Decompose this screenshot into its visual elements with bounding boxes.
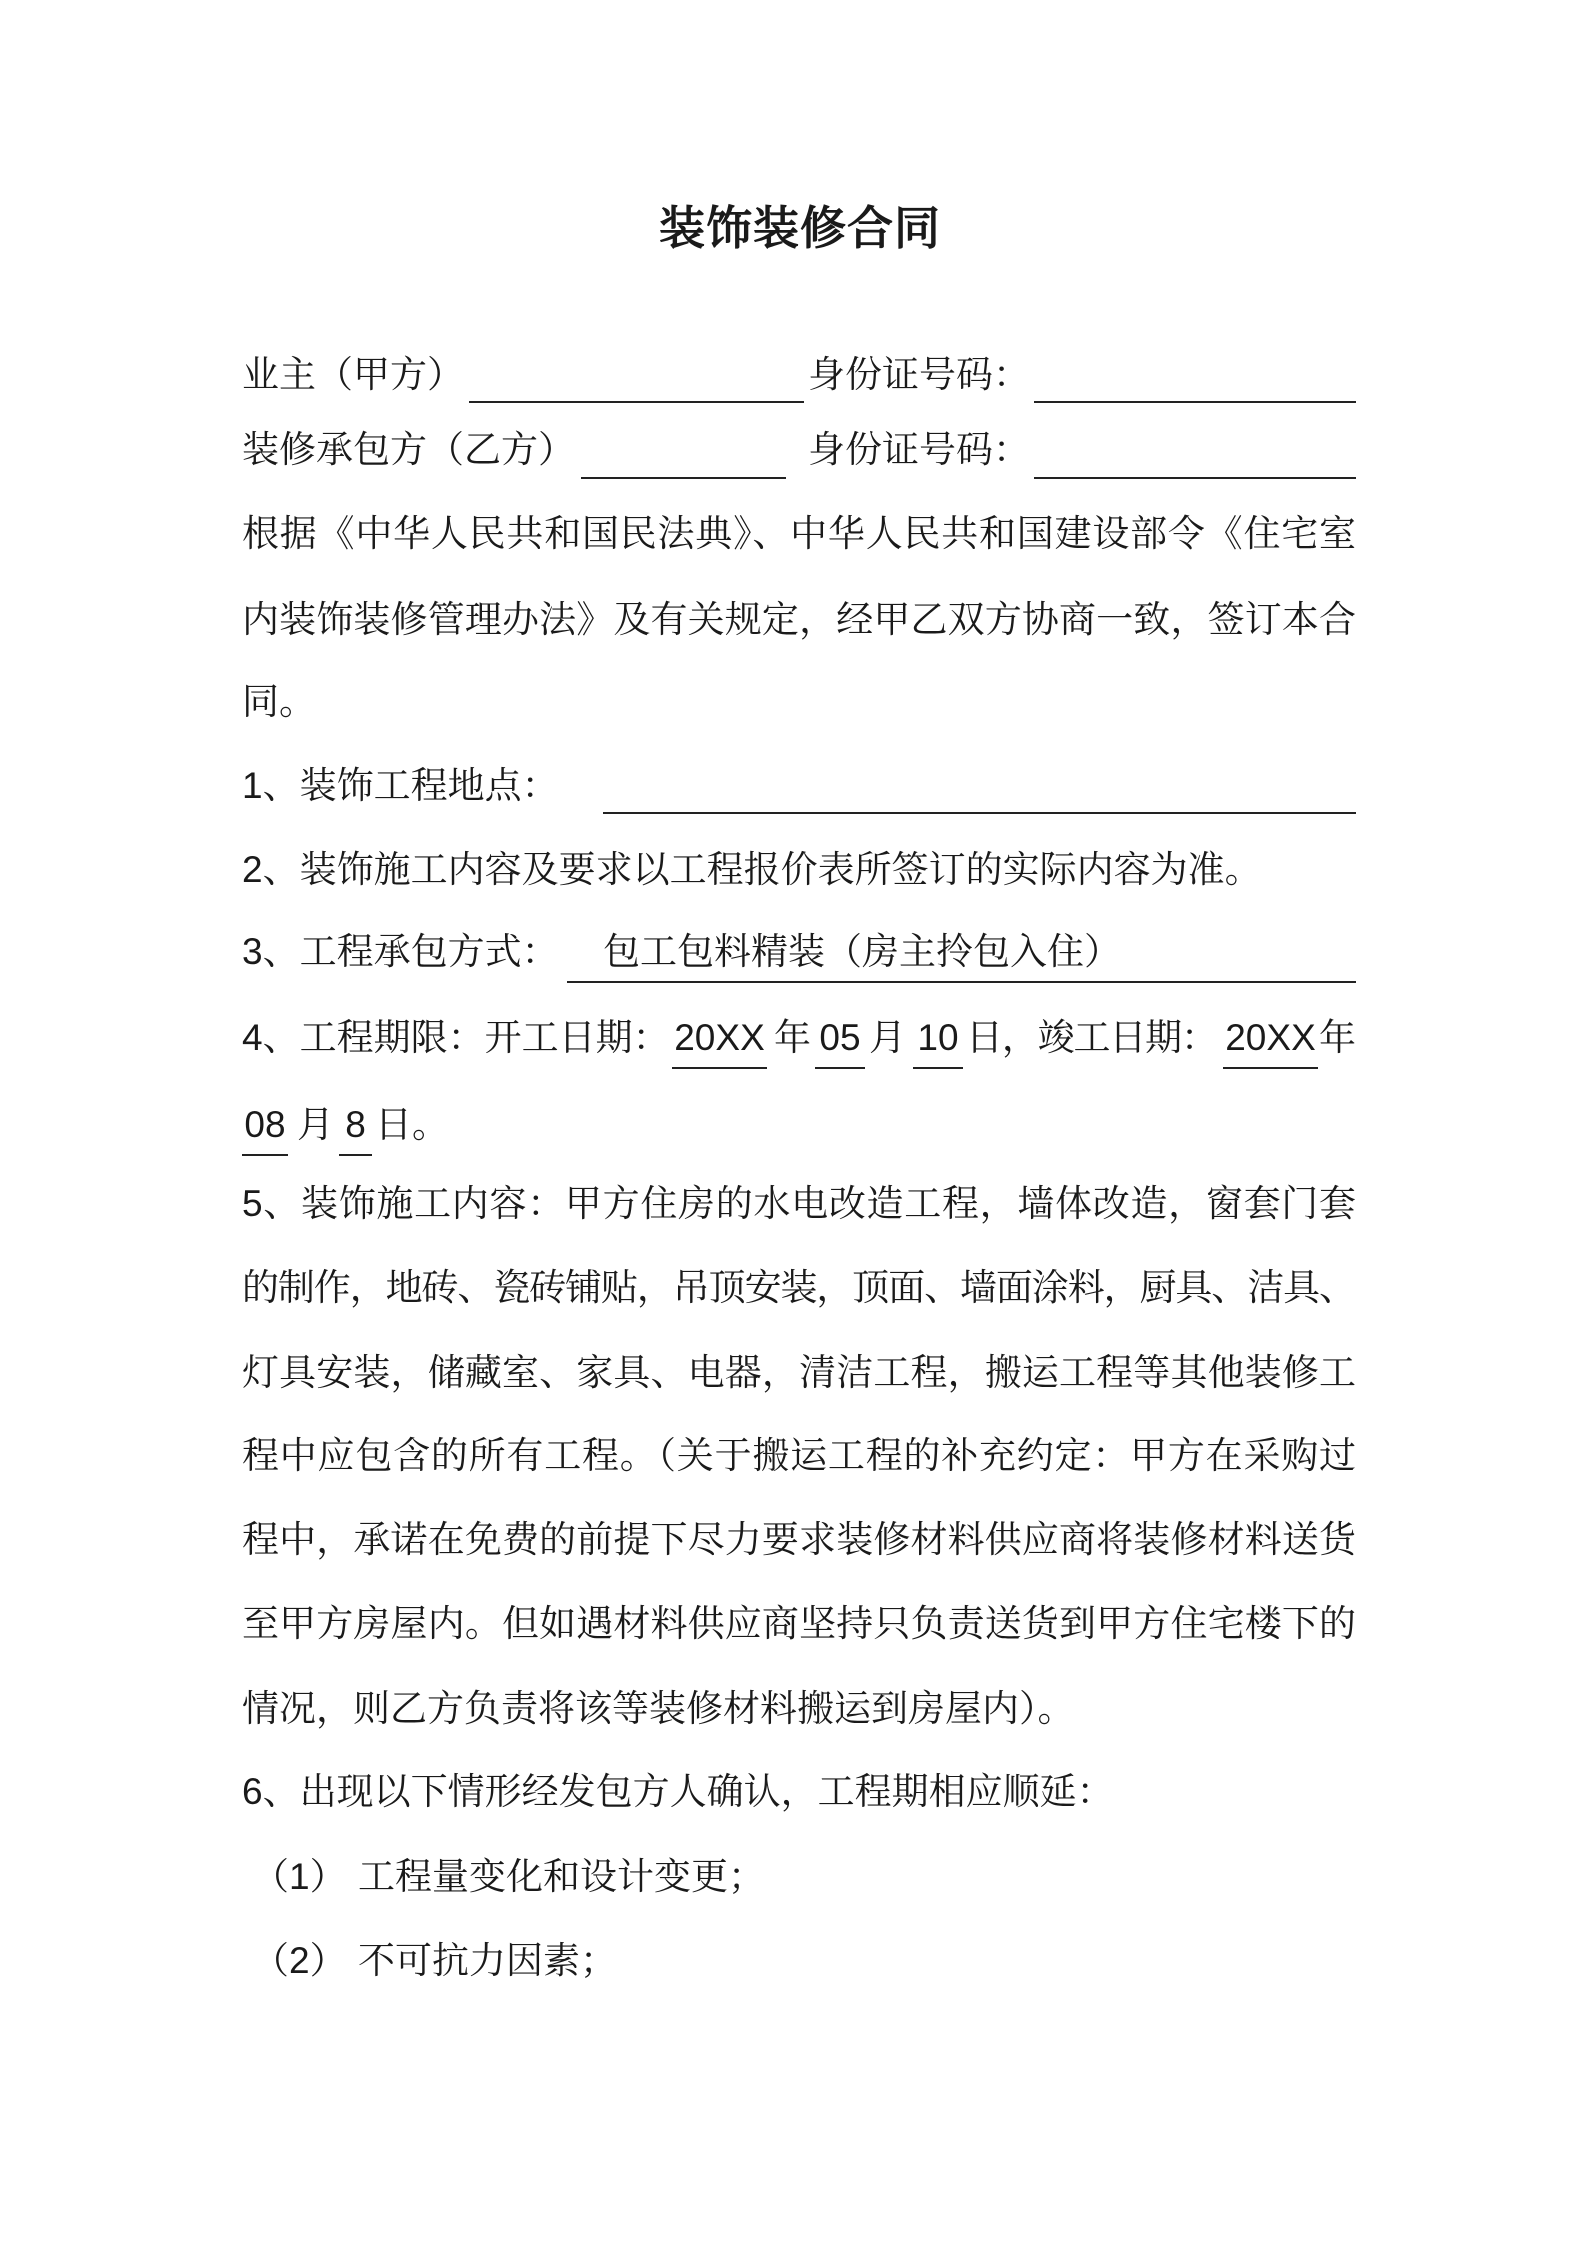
- item2-text: 2、装饰施工内容及要求以工程报价表所签订的实际内容为准。: [242, 849, 1262, 890]
- item4-end-day: 8: [339, 1097, 372, 1156]
- preamble-line: 同。: [242, 681, 316, 722]
- item4-start-year-unit: 年: [774, 1017, 811, 1058]
- item4-start-month-unit: 月: [869, 1017, 906, 1058]
- item6-subitem-text: 工程量变化和设计变更；: [358, 1856, 765, 1897]
- item4-end-month: 08: [242, 1097, 288, 1156]
- party-a-id-blank: [1034, 401, 1356, 403]
- document-title: 装饰装修合同: [659, 202, 941, 254]
- item4-middle: 日，竣工日期：: [966, 1017, 1217, 1058]
- party-b-id-blank: [1034, 477, 1356, 479]
- item6-subitem-number: （1）: [252, 1856, 347, 1897]
- item1-label: 1、装饰工程地点：: [242, 765, 559, 806]
- item4-end-year-unit: 年: [1319, 1017, 1356, 1058]
- item5-line: 程中，承诺在免费的前提下尽力要求装修材料供应商将装修材料送货: [242, 1519, 1357, 1560]
- item6-text: 6、出现以下情形经发包方人确认，工程期相应顺延：: [242, 1771, 1114, 1812]
- item4-end-month-unit: 月: [297, 1104, 334, 1145]
- item5-line: 的制作，地砖、瓷砖铺贴，吊顶安装，顶面、墙面涂料，厨具、洁具、: [242, 1267, 1355, 1308]
- item5-line: 5、装饰施工内容：甲方住房的水电改造工程，墙体改造，窗套门套: [242, 1183, 1357, 1224]
- item5-line: 至甲方房屋内。但如遇材料供应商坚持只负责送货到甲方住宅楼下的: [242, 1603, 1357, 1644]
- item5-line: 程中应包含的所有工程。（关于搬运工程的补充约定：甲方在采购过: [242, 1435, 1357, 1476]
- party-a-id-label: 身份证号码：: [808, 354, 1030, 395]
- party-a-label: 业主（甲方）: [242, 354, 464, 395]
- party-b-id-label: 身份证号码：: [808, 429, 1030, 470]
- item5-line: 灯具安装，储藏室、家具、电器，清洁工程，搬运工程等其他装修工: [242, 1352, 1357, 1393]
- item4-start-month: 05: [815, 1010, 865, 1069]
- item4-start-year: 20XX: [672, 1010, 767, 1069]
- item3-label: 3、工程承包方式：: [242, 931, 559, 972]
- party-b-label: 装修承包方（乙方）: [242, 429, 575, 470]
- item6-subitem-text: 不可抗力因素；: [358, 1940, 617, 1981]
- party-a-name-blank: [469, 401, 804, 403]
- item6-subitem-number: （2）: [252, 1940, 347, 1981]
- item3-value: 包工包料精装（房主拎包入住）: [603, 931, 1121, 972]
- party-b-name-blank: [581, 477, 786, 479]
- item4-start-day: 10: [913, 1010, 963, 1069]
- item5-line: 情况，则乙方负责将该等装修材料搬运到房屋内）。: [242, 1688, 1075, 1729]
- item4-end-suffix: 日。: [375, 1104, 449, 1145]
- item1-address-blank: [603, 812, 1356, 814]
- item3-underline: [567, 981, 1356, 983]
- item4-prefix: 4、工程期限：开工日期：: [242, 1017, 670, 1058]
- item4-end-year: 20XX: [1223, 1010, 1318, 1069]
- preamble-line: 根据《中华人民共和国民法典》、中华人民共和国建设部令《住宅室: [242, 513, 1357, 554]
- preamble-line: 内装饰装修管理办法》及有关规定，经甲乙双方协商一致，签订本合: [242, 599, 1357, 640]
